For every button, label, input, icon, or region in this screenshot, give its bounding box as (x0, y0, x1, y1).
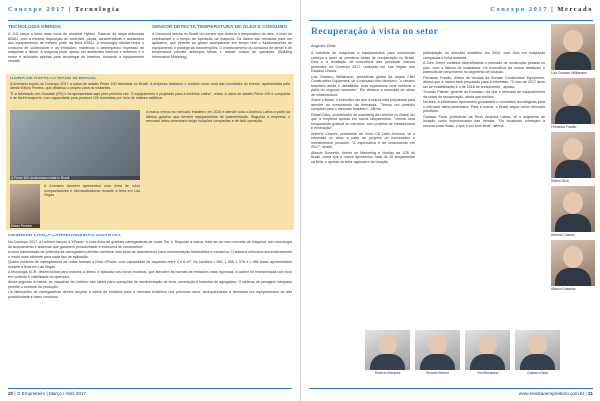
tecnologia-article (8, 26, 144, 65)
brazil-paragraph: A Ammann expôs na Conexpo 2017 a usina de asfalto Prime 100 fabricada no Brasil. A empresa destacou o modelo como uma das novidades do evento, apresentada pelo diretor Eliseu Pereira, que detalhou o projeto para os visitantes. (10, 81, 290, 90)
left-footer: 20 | O Empreiteiro | Março / Abril 2017 (8, 388, 292, 399)
article-column-2 (423, 51, 545, 323)
liebherr-paragraph: A nova transmissão de potência da carregadeira permite combinar dois tipos de acionamento para movimentação hidrostática e mecânica. O sistema seleciona automaticamente o modo mais eficiente para cada tipo de aplicação. (8, 250, 292, 259)
tecnologia-title: TECNOLOGIA HÍBRIDA (8, 25, 62, 30)
header-brand: Conexpo 2017 (8, 6, 66, 13)
left-footer-text: O Empreiteiro | Março / Abril 2017 (16, 391, 86, 396)
brazil-box (6, 74, 294, 230)
sensor-paragraph: A Geomecá lançou no Brasil um sensor que detecta a temperatura do óleo, o nível do combustível e o tempo de operação da máquina. Os dados são enviados para um aplicativo, que permite ao gestor acompanhar em tempo real o funcionamento do equipamento e planejar as manutenções. O monitoramento do consumo de diesel e de temperatura permite antecipar falhas e reduzir custos de operação. (Building Information Modeling). (152, 32, 292, 59)
brazil-paragraph: A marca entrou no mercado brasileiro em 2015 e atende toda a América Latina a partir da fábrica gaúcha, que fornece equipamentos de pavimentação. Segundo a empresa, o mercado latino-americano exige soluções compactas e de fácil operação. (146, 110, 290, 123)
liebherr-article (8, 234, 292, 384)
header-rule (309, 20, 593, 21)
liebherr-paragraph: A tecnologia SCR, desenvolvida para motores a diesel, é aplicada nos novos modelos, que atendem às normas de emissões mais rigorosas. A cabine foi redesenhada com foco em conforto e visibilidade do operador. (8, 270, 292, 279)
portrait-caption: Rafael Silva (551, 179, 569, 183)
portrait-caption: Yuri Montanha (476, 371, 499, 375)
portrait-caption: Ariberto Chaves (551, 233, 575, 237)
article-paragraph: participação no mercado brasileiro em 2020, com foco em máquinas compactas e linha amarela. (423, 51, 545, 60)
person-photo (10, 184, 40, 228)
brazil-box-title: USINA DE ASFALTO MADE IN BRAZIL (10, 77, 97, 81)
article-paragraph: Luiz Gustavo Williamson, presidente global da marca CNH Construction Equipment, vê o mercado com otimismo: "o cenário brasileiro ainda é desafiador, mas esperamos uma melhora a partir do segundo semestre". Ele destaca a retomada de obras de infraestrutura. (311, 74, 415, 97)
right-page-header: Conexpo 2017 | Mercado (490, 6, 593, 13)
portrait-photo (551, 186, 595, 232)
brazil-box-intro (10, 77, 290, 109)
header-brand: Conexpo 2017 (490, 6, 548, 13)
asphalt-plant-caption: A Prime 100 da Ammann made in Brazil (10, 176, 140, 180)
right-footer-url[interactable]: www.revistaoempreiteiro.com.br (518, 391, 585, 396)
portrait-photo (551, 24, 595, 70)
header-rule (8, 20, 292, 21)
portrait-photo (551, 132, 595, 178)
portrait-caption: Roberto Marques (374, 371, 401, 375)
right-page-number: 21 (587, 391, 593, 396)
portrait-photo (551, 240, 595, 286)
article-paragraph: Thomas Palmer, gerente da Komatsu, diz que o mercado de equipamentos dá sinais de recuperação, ainda que tímidos. (423, 90, 545, 99)
liebherr-paragraph: Ainda segundo a marca, as máquinas da Liebherr são ideais para operações de movimentação de terra, mineração e indústria de agregados. O sistema de pesagem integrado permite o controle da produção. (8, 280, 292, 289)
portrait-caption: Fernando Frazão (551, 125, 577, 129)
portrait-caption: Ricardo Bertoni (426, 371, 449, 375)
article-paragraph: A John Deere continua diversificando o mercado de construção pesada no país, com a fábrica de Indaiatuba. Os executivos da marca destacam o potencial de crescimento no segmento de locação. (423, 61, 545, 74)
asphalt-plant-photo (10, 110, 140, 180)
portrait-caption: Gustavo Faria (527, 371, 548, 375)
article-paragraph: A indústria de máquinas e equipamentos para construção começa a fazer os primeiros sinais de recuperação no Brasil. Esta é a avaliação de executivos das principais marcas presentes na Conexpo 2017, realizada em Las Vegas, nos Estados Unidos. (311, 51, 415, 73)
article-paragraph: Ariberto Chaves, presidente da Volvo CE Latin America, vê a retomada no setor a partir de projetos de concessões e investimentos privados. "A expectativa é de crescimento em 2017", avalia. (311, 131, 415, 149)
article-column-1 (311, 51, 415, 323)
right-footer: www.revistaoempreiteiro.com.br | 21 (309, 388, 593, 399)
brazil-paragraph: "É a fabricação em Gravataí (RS) e foi apresentada aqui pela primeira vez. O equipamento é projetado para a América Latina", relata. A usina de asfalto Prime 100 é compacta e de fácil transporte, com capacidade para produzir 100 toneladas por hora de mistura asfáltica. (10, 91, 290, 100)
person-photo-caption: Eliseu Pereira (10, 224, 40, 228)
brazil-paragraph: A Ammann também apresentou uma linha de rolos compactadores e vibroacabadoras durante a feira em Las Vegas. (44, 184, 140, 197)
portrait-photo (415, 330, 460, 370)
right-page (300, 0, 600, 401)
liebherr-title: LIEBHERR LANÇA CARREGADEIRAS GIGANTES (8, 234, 121, 238)
article-headline: Recuperação à vista no setor (311, 27, 439, 37)
portrait-caption: Alisson Dossetto (551, 287, 576, 291)
article-paragraph: Na feira, a Manitowoc apresentou guindastes e novidades tecnológicas para o mercado latino-americano. Para a marca, o Brasil segue como mercado prioritário. (423, 100, 545, 113)
liebherr-paragraph: Quatro modelos de carregadeiras de rodas formam a linha XPower, com capacidade de caçamba entre 4 e 6 m³. Os modelos L 550, L 566, L 576 e L 586 foram apresentados durante a feira em Las Vegas. (8, 260, 292, 269)
left-page-header: Conexpo 2017 | Tecnologia (8, 6, 121, 13)
article-paragraph: Rafael Silva, coordenador de marketing da Liebherr no Brasil, diz que a empresa aposta em novos lançamentos. "Vemos uma recuperação gradual do mercado, com projetos de infraestrutura e mineração". (311, 112, 415, 130)
portrait-photo (465, 330, 510, 370)
liebherr-paragraph: Na Conexpo 2017, a Liebherr lançou a XPower, a nova linha de grandes carregadeiras de rodas Tier 4. Segundo a marca, trata-se de novo conceito de máquina, com tecnologia de acionamento e sistemas que garantem produtividade e economia de combustível. (8, 240, 292, 249)
portrait-photo (365, 330, 410, 370)
portrait-photo (515, 330, 560, 370)
liebherr-paragraph: Os fabricantes de carregadeiras devem ampliar a oferta de modelos para o mercado brasileiro nos próximos anos, acompanhando a demanda por equipamentos de alta produtividade e baixo consumo. (8, 290, 292, 299)
article-paragraph: Alisson Dossetto, diretor de Marketing e Vendas da JCB do Brasil, conta que a marca apresentou mais de 20 lançamentos na feira, e aposta no setor agrícola e de locação. (311, 150, 415, 164)
article-paragraph: Gustavo Faria, presidente da Terex América Latina, vê o segmento de locação como impulsionador das vendas. "Os locadores começam a renovar suas frotas, o que é um bom sinal", afirma. (423, 114, 545, 128)
brazil-box-left-text (44, 184, 140, 228)
portrait-caption: Luiz Gustavo Williamson (551, 71, 588, 75)
tecnologia-paragraph: A JLG lança a linha mais nova de modelos Hybrid. Trata-se da lança articulada 600AJ, com a mesma disposição de controles, peças, características e acessórios dos equipamentos de mesmo porte da linha 600AJ. A tecnologia híbrida reduz o consumo de combustível e as emissões, mantendo o desempenho esperado de máquinas a diesel. A máquina pode operar em ambientes internos e externos e o motor é acionado apenas para recarregar as baterias, tornando o equipamento versátil. (8, 32, 144, 63)
sensor-article (152, 26, 292, 60)
article-author: Augusto Diniz (311, 43, 336, 48)
article-paragraph: Sobre o Brasil, o executivo diz que a marca está preparada para atender ao crescimento da demanda. "Temos um portfólio completo para o mercado brasileiro", afirma. (311, 98, 415, 111)
header-section: Mercado (557, 6, 593, 13)
left-page-number: 20 (8, 391, 14, 396)
article-paragraph: Fernando Frazão, diretor de Vendas da Doosan Construction Equipment, afirma que a marca está preparada para a retomada. "O ano de 2017 deve ser de estabilização e o de 2018 de crescimento", aposta. (423, 75, 545, 89)
portrait-photo (551, 78, 595, 124)
header-section: Tecnologia (75, 6, 121, 13)
brazil-box-right-text (146, 110, 290, 228)
sensor-title: SENSOR DETECTA TEMPERATURA DE ÓLEO E CONSUMO (152, 25, 288, 30)
